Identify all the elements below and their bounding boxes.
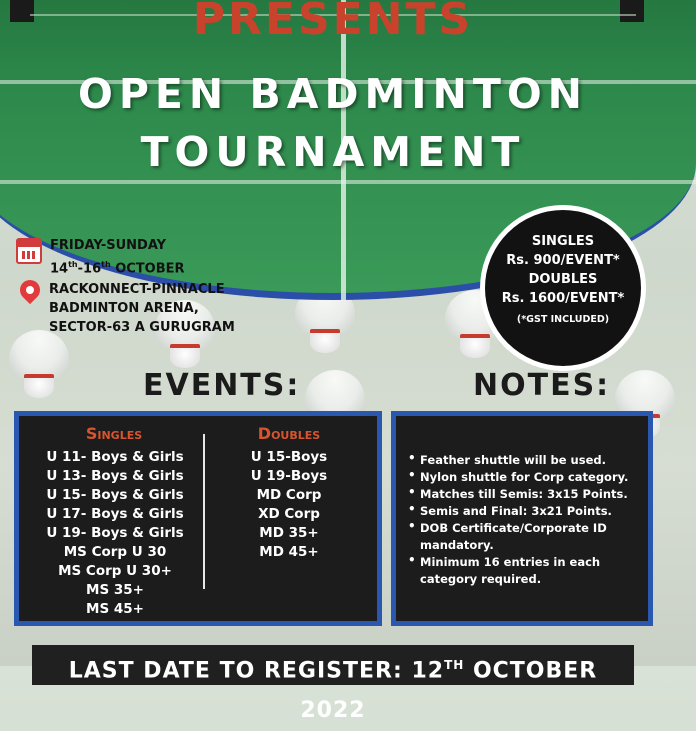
schedule-month: OCTOBER: [115, 261, 185, 277]
title-line-1: OPEN BADMINTON: [77, 70, 588, 118]
gst-note: (*GST INCLUDED): [516, 314, 610, 325]
list-item: U 13- Boys & Girls: [46, 468, 184, 484]
court-line: [0, 180, 696, 184]
schedule-text: [50, 236, 185, 278]
venue-text: [49, 280, 235, 337]
doubles-heading: Doubles: [257, 424, 321, 443]
shuttlecock-decoration: [4, 330, 74, 400]
list-item: U 17- Boys & Girls: [46, 506, 184, 522]
venue-line-1: RACKONNECT-PINNACLE: [49, 282, 225, 297]
schedule-dates: [50, 255, 185, 278]
singles-list: [25, 448, 205, 619]
date-start: 14: [50, 261, 69, 277]
list-item: U 15-Boys: [250, 449, 328, 465]
list-item: U 19- Boys & Girls: [46, 525, 184, 541]
list-item: U 11- Boys & Girls: [46, 449, 184, 465]
list-item: MD 45+: [259, 544, 319, 560]
doubles-price: Rs. 1600/EVENT*: [501, 291, 625, 306]
calendar-icon: [16, 238, 42, 264]
list-item: MS 45+: [86, 601, 144, 617]
list-item: • Matches till Semis: 3x15 Points.: [406, 486, 646, 503]
deadline-suffix: TH: [444, 658, 465, 672]
list-item: MS 35+: [86, 582, 144, 598]
doubles-label: DOUBLES: [528, 272, 598, 287]
list-item: • Minimum 16 entries in each category required.: [406, 554, 646, 588]
singles-price: Rs. 900/EVENT*: [506, 253, 620, 268]
price-badge: [480, 205, 646, 371]
venue-line-3: SECTOR-63 A GURUGRAM: [49, 320, 235, 335]
date-start-suffix: th: [68, 260, 78, 269]
deadline-text: LAST DATE TO REGISTER: 12: [68, 658, 445, 684]
list-item: MD Corp: [256, 487, 322, 503]
list-item: • Feather shuttle will be used.: [406, 452, 646, 469]
doubles-list: [219, 448, 359, 562]
location-pin-icon: [19, 280, 41, 310]
events-panel: [14, 411, 382, 626]
schedule-days: FRIDAY-SUNDAY: [50, 238, 167, 253]
venue-line-2: BADMINTON ARENA,: [49, 301, 199, 316]
list-item: XD Corp: [258, 506, 320, 522]
list-item: U 19-Boys: [250, 468, 328, 484]
list-item: • Nylon shuttle for Corp category.: [406, 469, 646, 486]
venue-info: [16, 280, 235, 337]
date-end: -16: [77, 261, 102, 277]
notes-list: [406, 452, 646, 588]
schedule-info: [16, 236, 185, 278]
list-item: • Semis and Final: 3x21 Points.: [406, 503, 646, 520]
title-line-2: TOURNAMENT: [140, 128, 526, 176]
registration-deadline-bar: [32, 645, 634, 724]
notes-heading: NOTES:: [473, 368, 611, 403]
deadline-month: OCTOBER 2022: [300, 658, 598, 724]
singles-heading: Singles: [85, 424, 143, 443]
column-divider: [203, 434, 205, 589]
list-item: • DOB Certificate/Corporate ID mandatory.: [406, 520, 646, 554]
singles-label: SINGLES: [531, 234, 595, 249]
date-end-suffix: th: [101, 260, 111, 269]
events-heading: EVENTS:: [143, 368, 301, 403]
presents-heading: PRESENTS: [192, 0, 474, 45]
list-item: MD 35+: [259, 525, 319, 541]
list-item: MS Corp U 30+: [58, 563, 172, 579]
list-item: U 15- Boys & Girls: [46, 487, 184, 503]
list-item: MS Corp U 30: [63, 544, 167, 560]
notes-panel: [391, 411, 653, 626]
